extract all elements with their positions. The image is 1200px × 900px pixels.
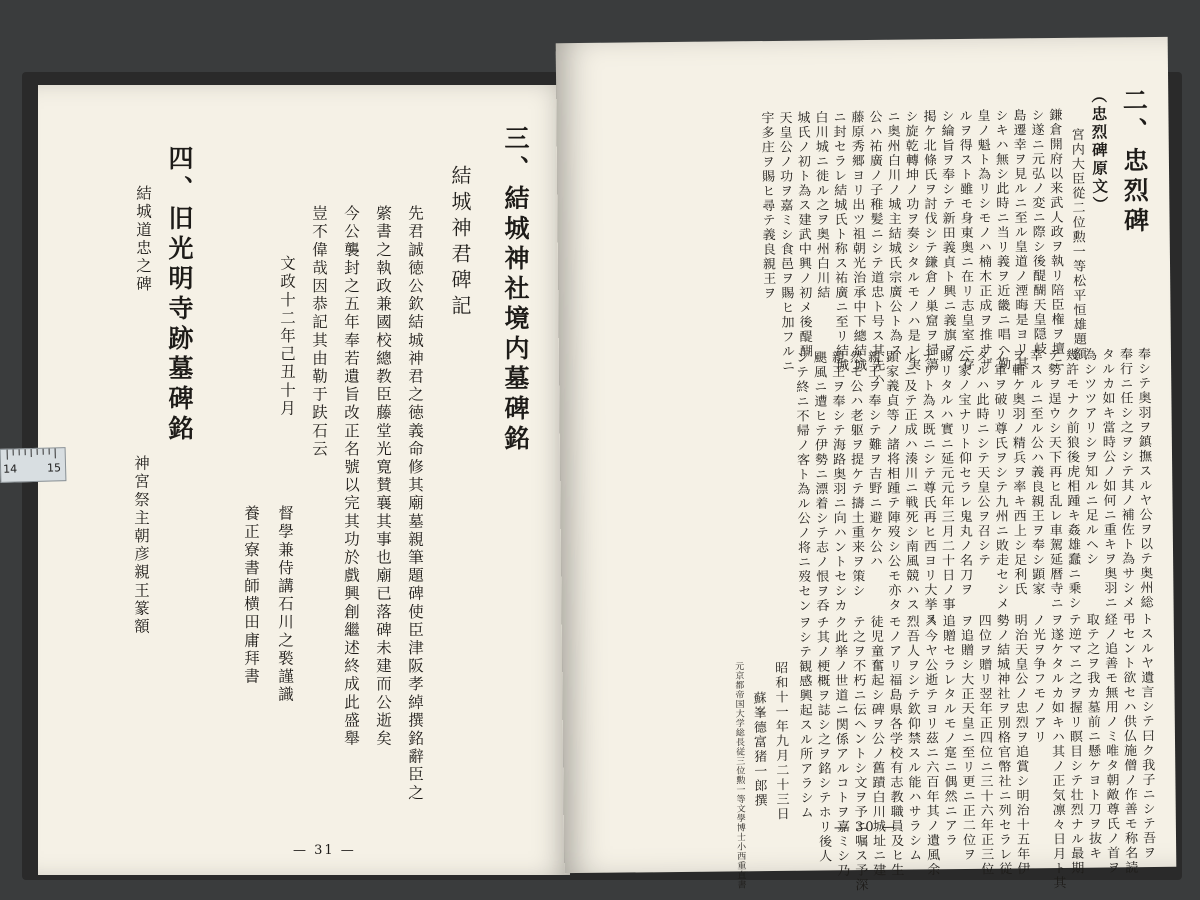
- body-line: トスルヤ遺言シテ曰ク我子ニシテ吾ヲ: [1137, 612, 1156, 861]
- body-line: 勢ノ結城神社ヲ別格官幣社ニ列セラレ従: [993, 613, 1012, 877]
- body-line: 豈不偉哉因恭記其由勒于趺石云: [310, 205, 328, 459]
- body-line: シ遂ニ元弘ノ変ニ際シ後醍醐天皇隠岐: [1028, 108, 1046, 357]
- section-2-credit: 宮内大臣從二位勲一等松平恒雄題額: [1068, 127, 1087, 362]
- signature-line: 元京都帝国大学総長従三位勲一等文學博士小西重直書: [733, 661, 746, 890]
- section-4-subtitle: 結城道忠之碑: [134, 185, 152, 294]
- body-line: 経ノ追善モ無用ノミ唯タ朝敵尊氏ノ首ヲ: [1101, 612, 1120, 876]
- body-line: 宇多庄ヲ賜ヒ尋テ義良親王ヲ: [758, 110, 776, 301]
- body-line: ルニ及テ正成ハ湊川ニ戦死シ南風競ハス: [900, 349, 919, 613]
- body-line: ニ封セラレ結城氏ト称ス祐廣ニ至リ結城: [830, 110, 849, 374]
- section-3-heading: 三、結城神社境内墓碑銘: [501, 125, 530, 455]
- body-line: ヲ輔ケ奥羽ノ精兵ヲ率キ西上シ足利氏: [1008, 348, 1027, 597]
- body-line: チ其ノ梗概ヲ誌シ之ヲ銘シテホリ後人: [813, 615, 832, 864]
- body-line: 奉行ニ任シ之ヲシテ其ノ補佐ト為サシメ: [1116, 347, 1135, 611]
- date-line: 文政十二年己丑十月: [278, 255, 296, 418]
- body-line: ナリト為ス既ニシテ尊氏再ヒ西ヨリ大挙ス: [918, 349, 937, 627]
- ruler: [0, 447, 66, 483]
- signature-line: 督學兼侍講石川之褧謹識: [276, 505, 294, 705]
- body-line: 弔セント欲セハ供仏施僧ノ作善モ称名読: [1119, 612, 1138, 876]
- body-line: タルカ如キ當時公ノ如何ニ重キヲ奥羽ニ: [1098, 347, 1117, 611]
- body-line: 四位ヲ贈リ翌年正四位ニ三十六年正三位: [975, 613, 994, 877]
- body-line: ンテ終ニ不帰ノ客ト為ル公ノ将ニ歿セン: [792, 350, 811, 614]
- body-line: 白川城ニ徙ル之ヲ奥州白川結: [812, 110, 830, 301]
- body-line: 鎌倉開府以来武人政ヲ執リ陪臣権ヲ壇ニ: [1046, 107, 1065, 371]
- body-line: ク此挙ノ世道ニ関係アルコトヲ嘉ミシ乃: [831, 615, 850, 879]
- body-line: ヲシテ観感興起スル所アラシム: [795, 615, 813, 821]
- body-line: 公家ノ宝ナリト仰セラレ鬼丸ノ名刀ヲ: [954, 348, 973, 598]
- body-line: ニ奥州白川ノ城主結城氏宗廣公ト為ス: [884, 109, 902, 358]
- body-line: 颶風ニ遭ヒテ伊勢ニ漂着シテ志ノ恨ヲ呑: [810, 350, 829, 614]
- body-line: テ勢ヲ逞ウシ天下再ヒ乱レ車駕延暦寺ニ: [1044, 347, 1063, 611]
- body-line: モノアリ福島県各学校有志教職員及ヒ生: [885, 614, 904, 878]
- body-line: 綮書之執政兼國校總教臣藤堂光寛賛襄其事也廟已落碑未建而公逝矣: [374, 205, 392, 748]
- body-line: ヲ遂ケタルカ如キハ其ノ正気凛々日月ト其: [1047, 612, 1066, 891]
- body-line: 奉シテ奥羽ヲ鎮撫スルヤ公ヲ以テ奥州総: [1134, 347, 1153, 610]
- body-line: 追贈セラレタルモノ寔ニ偶然ニアラ: [939, 614, 958, 848]
- section-4-credit: 神宮祭主朝彦親王篆額: [132, 455, 150, 636]
- body-line: 取テ之ヲ我カ墓前ニ懸ケヨト刀ヲ抜キ: [1083, 612, 1102, 861]
- signature-line: 蘇峯德富猪一郎撰: [750, 691, 767, 809]
- date-line: 昭和十一年九月二十三日: [772, 660, 789, 822]
- section-3-subtitle: 結城神君碑記: [448, 165, 472, 321]
- body-line: 然モ公ハ老躯ヲ提ケテ擣土重来ヲ策シ: [846, 350, 865, 599]
- ruler-label-14: 14: [2, 462, 18, 476]
- body-line: ス今ヤ公逝テヨリ茲ニ六百年其ノ遺風余: [921, 614, 940, 878]
- section-2-subtitle: （忠烈碑原文）: [1089, 87, 1110, 215]
- section-2-heading: 二、忠烈碑: [1119, 87, 1150, 238]
- body-line: 島遷幸ヲ見ルニ至ル皇道ノ湮晦是ヨリ甚: [1010, 108, 1029, 372]
- right-page: [556, 37, 1177, 893]
- body-line: 烈吾人ヲシテ欽仰禁スル能ハサラシム: [903, 614, 922, 863]
- body-line: 掲ケ北條氏ヲ討伐シテ鎌倉ノ巣窟ヲ掃蕩: [920, 109, 939, 373]
- section-4-heading: 四、旧光明寺跡墓碑銘: [165, 145, 194, 445]
- body-line: 顕家義貞等ノ諸将相踵テ陣歿シ公モ亦タ: [882, 349, 901, 613]
- body-line: シキハ無シ此時ニ当リ義ヲ近畿ニ唱ヘ勤: [992, 108, 1011, 372]
- body-line: 幾許モナク前狼後虎相踵キ姦雄蠢ニ乗シ: [1062, 347, 1081, 611]
- body-line: 親王ヲ奉シテ難ヲ吉野ニ避ケ公ハ: [864, 349, 883, 569]
- body-line: 明治天皇公ノ忠烈ヲ追賞シ明治十五年伊: [1011, 613, 1030, 877]
- left-page: [38, 85, 570, 875]
- body-line: 城氏ノ初ト為ス建武中興ノ初メ後醍醐: [794, 110, 812, 359]
- body-line: 皇ノ魁ト為リシモノハ楠木正成ヲ推サザ: [974, 108, 993, 372]
- body-line: 賜リタルハ實ニ延元元年三月二十日ノ事: [936, 349, 955, 613]
- body-line: 徒児童奮起シ碑ヲ公ノ舊蹟白川城址ニ建: [867, 614, 886, 878]
- body-line: 先君誠徳公欽結城神君之徳義命修其廟墓親筆題碑使臣津阪孝綽撰銘辭臣之: [406, 205, 424, 803]
- page-number: — 31 —: [293, 843, 356, 858]
- body-line: 親王ヲ奉シテ海路奥羽ニ向ハントセシカ: [828, 350, 847, 614]
- page-number: — 30 —: [833, 819, 897, 836]
- body-line: 天皇公ノ功ヲ嘉ミシ食邑ヲ賜ヒ加フルニ: [776, 110, 795, 374]
- body-line: 今公襲封之五年奉若遺旨改正名號以完其功於戲興創繼述終成此盛舉: [342, 205, 360, 748]
- body-line: ヲ追贈シ大正天皇ニ至リ更ニ正二位ヲ: [957, 613, 976, 863]
- body-line: テ逆マニ之ヲ握リ瞑目シテ壮烈ナル最期: [1065, 612, 1084, 876]
- body-line: 藤原秀郷ヨリ出ツ祖朝光治承中下總結城: [848, 110, 867, 373]
- body-line: 為シツツアリシヲ知ルニ足ルヘシ: [1080, 347, 1099, 567]
- body-line: 幸スルニ至ル公ハ義良親王ヲ奉シ顕家: [1026, 348, 1045, 597]
- body-line: タルハ此時ニシテ天皇公ヲ召シテ: [972, 348, 991, 568]
- signature-line: 養正寮書師横田庸拜書: [242, 505, 260, 686]
- body-line: ノ軍ヲ破リ尊氏ヲシテ九州ニ敗走セシメ: [990, 348, 1009, 612]
- body-line: ノ光ヲ争フモノアリ: [1029, 613, 1047, 745]
- body-line: シ綸旨ヲ奉シテ新田義貞ト興ニ義旗ヲ: [938, 109, 956, 358]
- body-line: 公ハ祐廣ノ子稚髪ニシテ道忠ト号ス其先ハ: [866, 109, 885, 388]
- body-line: ルヲ得スト雖モ身東奥ニ在リ志皇室ニ存: [956, 108, 975, 372]
- body-line: シ旋乾轉坤ノ功ヲ奏シタルモノハ是レ実: [902, 109, 921, 373]
- body-line: テ之ヲ不朽ニ伝ヘントシ文ヲ予ニ嘱ス予深: [849, 615, 868, 893]
- ruler-label-15: 15: [46, 461, 62, 475]
